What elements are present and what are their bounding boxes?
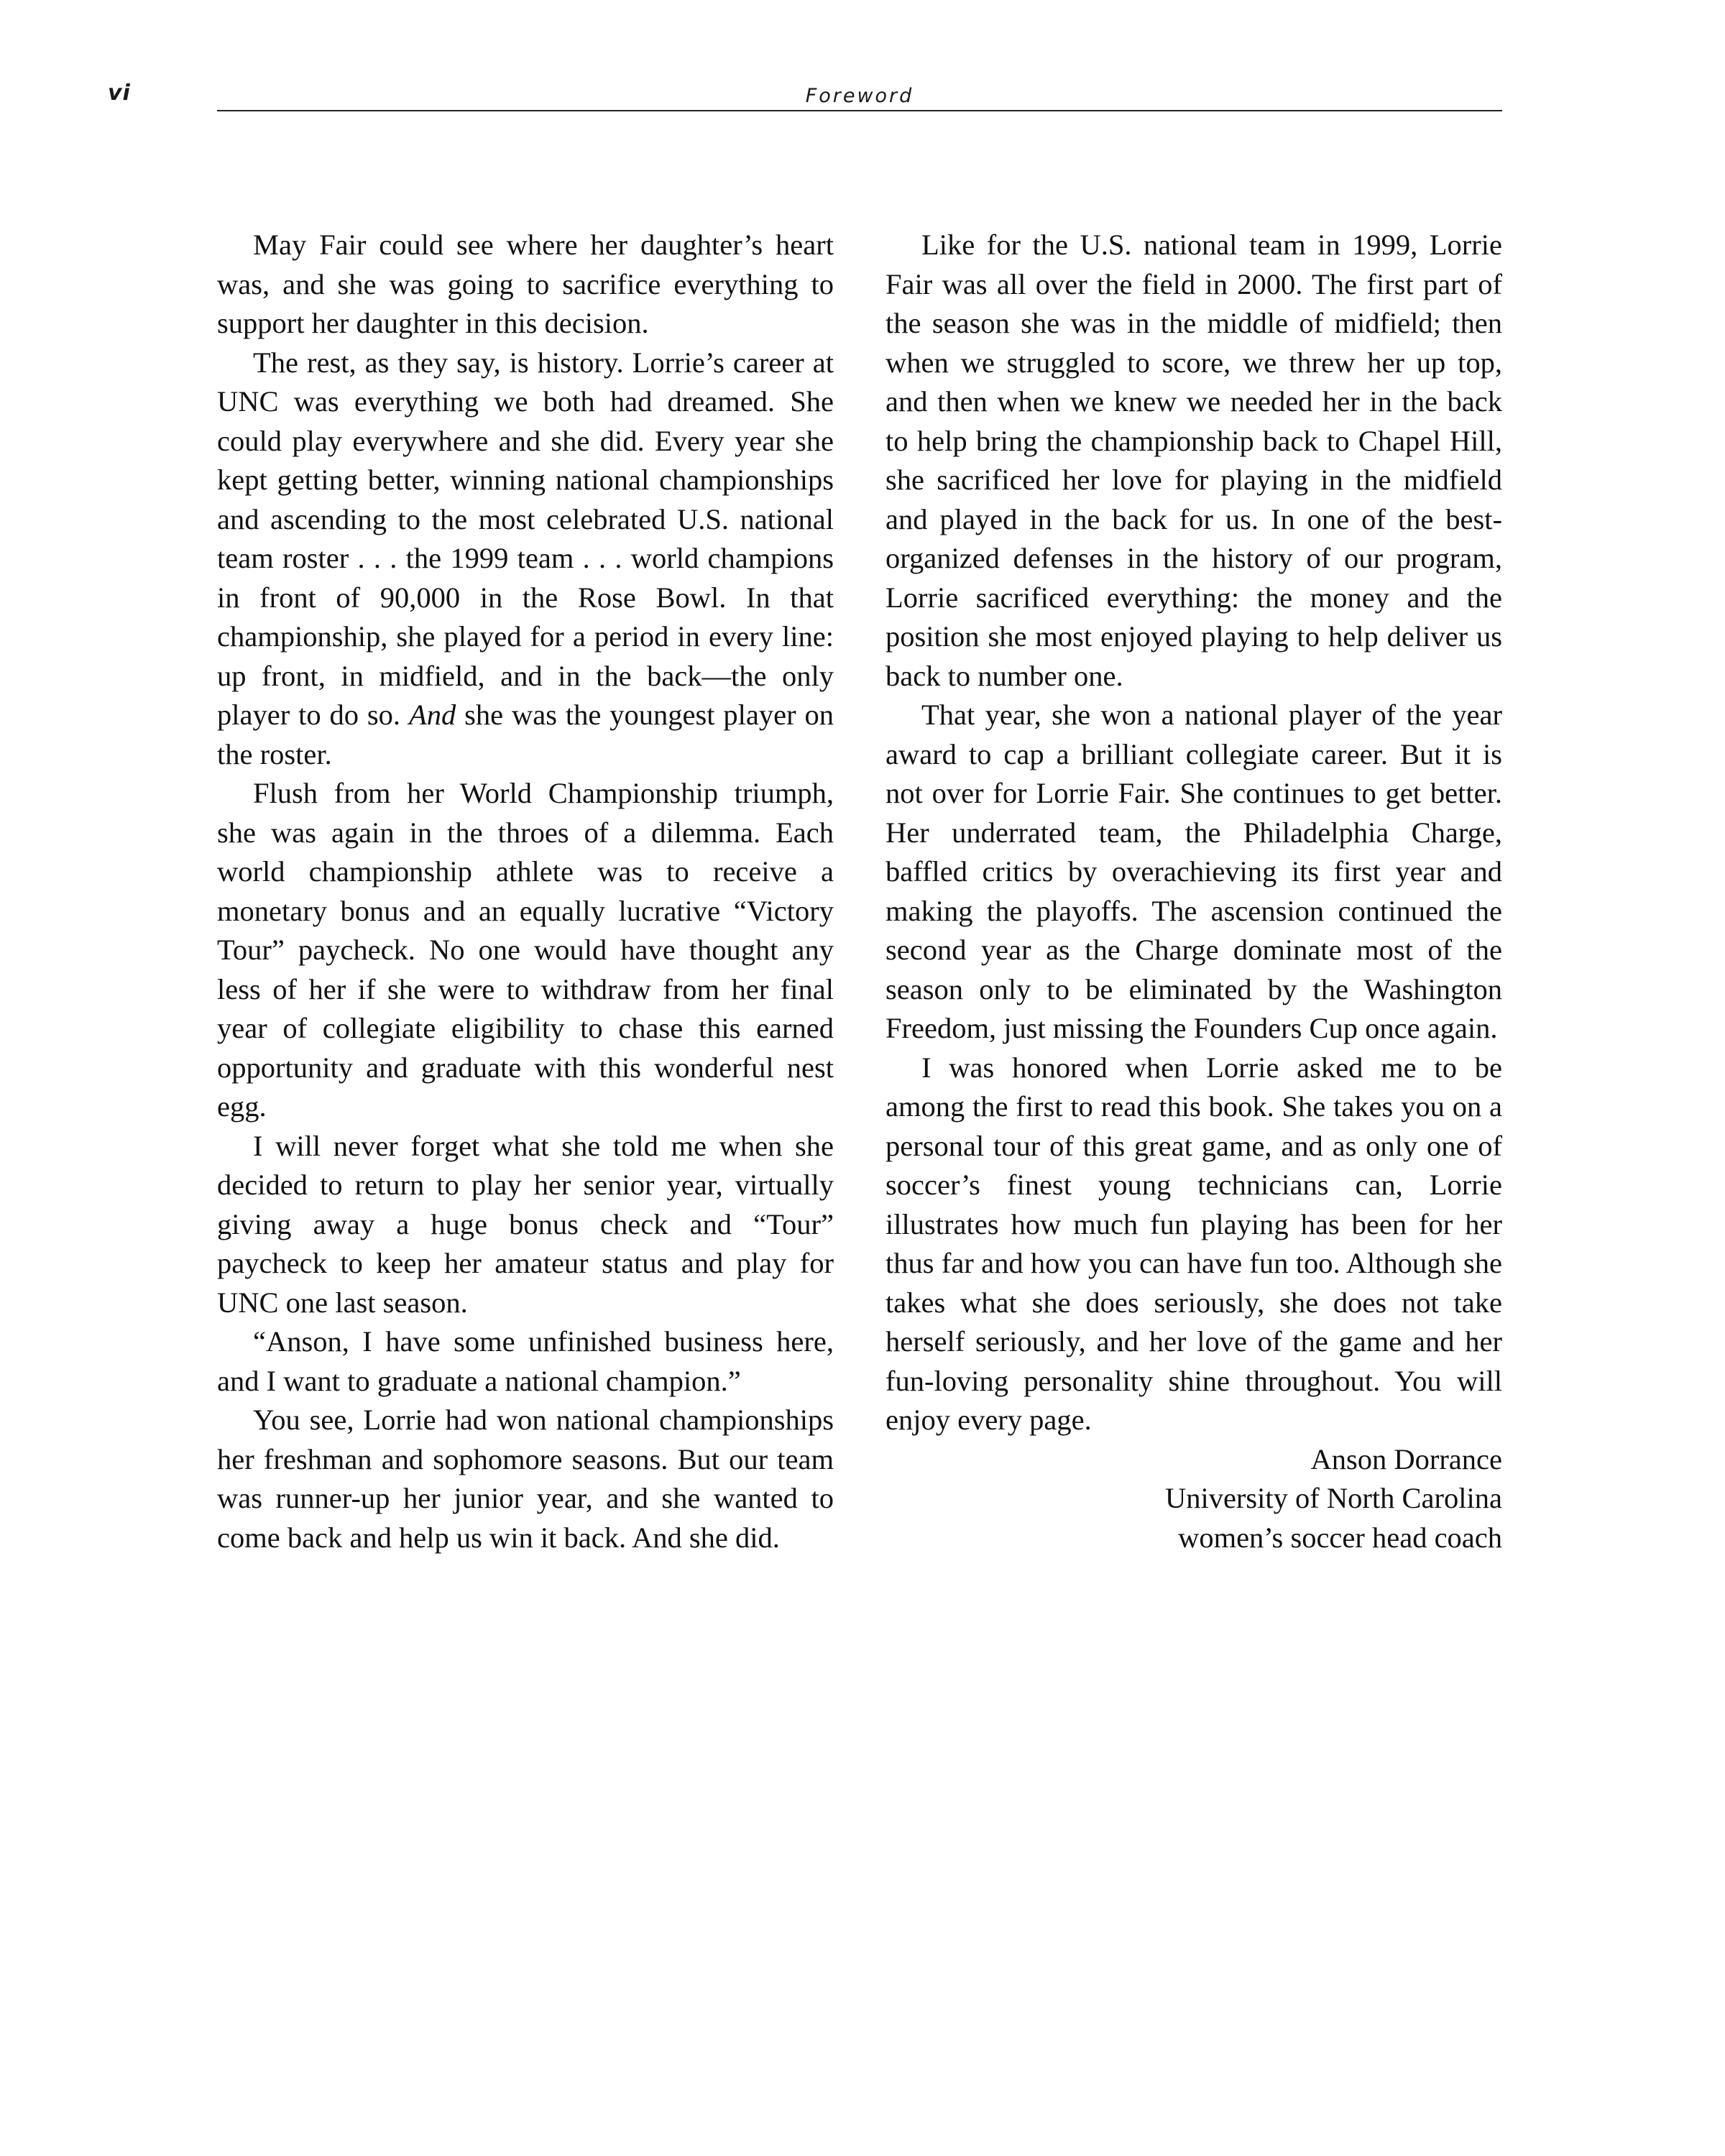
paragraph: “Anson, I have some unfinished business here, and I want to graduate a national champion.” [217,1325,834,1397]
paragraph: I will never forget what she told me when she decided to return to play her senior year, virtually giving away a huge bonus check and “Tour” paycheck to keep her amateur status and play for UNC one last season. [217,1129,834,1319]
italic-emphasis: And [408,699,456,731]
paragraph-text: she was the youngest player on the roster. [217,699,834,770]
paragraph: I was honored when Lorrie asked me to be among the first to read this book. She takes you on a personal tour of this great game, and as only one of soccer’s finest young technicians can, Lorrie illustrates how much fun playing has been for her thus far and how you can have fun too. Although she takes what she does seriously, she does not take herself seriously, and her love of the game and her fun-loving personality shine throughout. You will enjoy every page. [886,1051,1502,1436]
paragraph: Like for the U.S. national team in 1999, Lorrie Fair was all over the field in 2000. The first part of the season she was in the middle of midfield; then when we struggled to score, we threw her up top, and then when we knew we needed her in the back to help bring the championship back to Chapel Hill, she sacrificed her love for playing in the midfield and played in the back for us. In one of the best-organized defenses in the history of our program, Lorrie sacrificed everything: the money and the position she most enjoyed playing to help deliver us back to number one. [886,229,1502,692]
paragraph: You see, Lorrie had won national championships her freshman and sophomore seasons. But our team was runner-up her junior year, and she wanted to come back and help us win it back. And she did. [217,1404,834,1554]
signature-name: Anson Dorrance [1310,1442,1502,1475]
signature-role: women’s soccer head coach [1178,1521,1502,1554]
page-number: vi [108,80,131,106]
header-rule [217,110,1502,111]
right-column [886,226,1502,1557]
paragraph: That year, she won a national player of the year award to cap a brilliant collegiate career. But it is not over for Lorrie Fair. She continues to get better. Her underrated team, the Philadelphia Charge, baffled critics by overachieving its first year and making the playoffs. The ascension continued the second year as the Charge dominate most of the season only to be eliminated by the Washington Freedom, just missing the Founders Cup once again. [886,699,1502,1044]
paragraph-text: The rest, as they say, is history. Lorrie’s career at UNC was everything we both had dreamed. She could play everywhere and she did. Every year she kept getting better, winning national championships and ascending to the most celebrated U.S. national team roster . . . the 1999 team . . . world champions in front of 90,000 in the Rose Bowl. In that championship, she played for a period in every line: up front, in midfield, and in the back—the only player to do so. [217,346,834,731]
left-column [217,226,834,1557]
signature-institution: University of North Carolina [1164,1482,1502,1514]
paragraph: Flush from her World Championship triumph, she was again in the throes of a dilemma. Each world championship athlete was to receive a monetary bonus and an equally lucrative “Victory Tour” paycheck. No one would have thought any less of her if she were to withdraw from her final year of collegiate eligibility to chase this earned opportunity and graduate with this wonderful nest egg. [217,777,834,1123]
paragraph: May Fair could see where her daughter’s heart was, and she was going to sacrifice everything to support her daughter in this decision. [217,229,834,339]
signature-block [886,1440,1502,1558]
paragraph [217,344,834,775]
running-head-title: Foreword [805,85,914,107]
